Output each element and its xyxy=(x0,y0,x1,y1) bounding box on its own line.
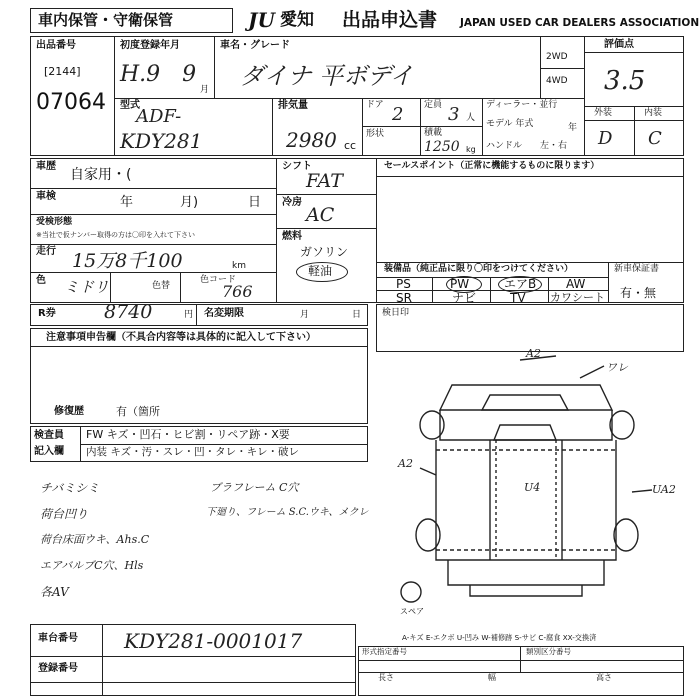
history-value: 自家用・( xyxy=(70,167,132,183)
name-change-day: 日 xyxy=(352,310,362,320)
score-value: 3.5 xyxy=(604,66,646,96)
spec-height: 高さ xyxy=(596,673,612,682)
mileage-label: 走行 xyxy=(36,246,56,257)
inspector-note-7: 各AV xyxy=(40,585,69,599)
r-ticket-box xyxy=(30,301,368,326)
sheet-title: 出品申込書 xyxy=(342,9,438,31)
sales-point-label: セールスポイント（正常に機能するものに限ります） xyxy=(384,161,600,171)
handle-options: 左・右 xyxy=(540,141,568,151)
model-type-label: 型式 xyxy=(120,100,140,111)
name-change-label: 名変期限 xyxy=(204,308,244,319)
spec-length: 長さ xyxy=(378,673,394,682)
r-ticket-value: 8740 xyxy=(104,301,153,323)
capacity-unit: 人 xyxy=(466,113,476,123)
displacement-value: 2980 xyxy=(286,128,337,152)
equip-aw: AW xyxy=(566,277,586,291)
equip-tv: TV xyxy=(510,291,526,305)
diagram-mark-a2-top: A2 xyxy=(526,347,541,360)
spare-label: スペア xyxy=(400,607,424,616)
inspector-note-5: 荷台床面ウキ、Ahs.C xyxy=(40,533,150,546)
equip-sr: SR xyxy=(396,291,412,305)
capacity-label: 定員 xyxy=(424,100,443,110)
equip-airbag: エアB xyxy=(504,277,537,291)
org-name: 愛知 xyxy=(280,10,314,30)
model-year-unit: 年 xyxy=(568,123,578,133)
displacement-unit: cc xyxy=(344,139,357,152)
inspection-label: 車検 xyxy=(36,191,56,202)
damage-legend: A-キズ E-エクボ U-凹み W-補修跡 S-サビ C-腐食 XX-交換済 xyxy=(402,633,597,642)
lot-bracket: [2144] xyxy=(44,65,81,78)
fuel-label: 燃料 xyxy=(282,231,302,242)
capacity-value: 3 xyxy=(448,104,460,125)
displacement-label: 排気量 xyxy=(278,100,308,111)
diagram-mark-ua2: UA2 xyxy=(652,483,676,496)
registration-label: 初度登録年月 xyxy=(120,40,180,51)
equip-seat: カワシート xyxy=(550,291,605,304)
shift-value: FAT xyxy=(306,170,343,192)
chassis-label: 車台番号 xyxy=(38,633,78,644)
shift-label: シフト xyxy=(282,161,312,172)
inspector-note-6: エアバルブC穴、Hls xyxy=(40,559,144,572)
r-ticket-unit: 円 xyxy=(184,310,194,320)
inspection-month: 月) xyxy=(180,195,199,210)
r-ticket-label: R券 xyxy=(38,308,56,319)
inspector-row-2: 内装 キズ・汚・スレ・凹・タレ・キレ・破レ xyxy=(86,446,300,458)
load-unit: kg xyxy=(466,145,476,154)
color-value: ミドリ xyxy=(64,278,110,296)
registration-value: H.9 9 xyxy=(120,62,197,87)
ac-value: AC xyxy=(306,204,335,226)
receipt-note: ※当社で仮ナンバー取得の方は〇印を入れて下さい xyxy=(36,231,196,239)
ju-logo: JU xyxy=(248,8,275,32)
equipment-label: 装備品（純正品に限り〇印をつけてください） xyxy=(384,264,574,274)
handle-label: ハンドル xyxy=(486,141,523,151)
score-ext-value: D xyxy=(598,128,613,149)
assoc-name: JAPAN USED CAR DEALERS ASSOCIATION xyxy=(460,17,700,29)
mileage-unit: km xyxy=(232,261,246,271)
storage-title: 車内保管・守衛保管 xyxy=(38,11,174,29)
inspector-note-1: チバミシミ xyxy=(40,481,100,495)
color-change-label: 色替 xyxy=(152,281,171,291)
score-label: 評価点 xyxy=(604,39,634,50)
lot-number: 07064 xyxy=(36,90,106,115)
color-code-value: 766 xyxy=(222,282,253,301)
new-warranty-value: 有・無 xyxy=(620,286,657,300)
load-value: 1250 xyxy=(424,139,460,155)
memo-box xyxy=(376,304,684,352)
equip-ps: PS xyxy=(396,277,411,291)
shape-label: 形状 xyxy=(366,129,385,139)
color-code-label: 色コード xyxy=(200,275,237,285)
inspector-row-1: FW キズ・凹石・ヒビ割・リペア跡・X要 xyxy=(86,428,290,441)
color-label: 色 xyxy=(36,275,46,286)
dealer-label: ディーラー・並行 xyxy=(486,100,558,110)
inspector-label-2: 記入欄 xyxy=(34,446,64,457)
diagram-mark-a2-left: A2 xyxy=(398,457,413,470)
score-int-value: C xyxy=(648,128,662,149)
repair-value: 有（箇所 xyxy=(116,405,160,418)
diagram-mark-u4: U4 xyxy=(524,481,541,494)
model-type-line2: KDY281 xyxy=(120,129,203,153)
equip-pw: PW xyxy=(450,277,470,291)
inspection-day: 日 xyxy=(248,195,262,210)
diagram-mark-crack: ワレ xyxy=(606,361,628,374)
receipt-label: 受検形態 xyxy=(36,217,73,227)
model-name-label: 車名・グレード xyxy=(220,40,290,51)
spec-cert-type: 形式指定番号 xyxy=(362,647,407,656)
ac-label: 冷房 xyxy=(282,197,302,208)
chassis-value: KDY281-0001017 xyxy=(124,629,303,653)
score-ext-label: 外装 xyxy=(594,108,613,118)
drive-4wd: 4WD xyxy=(546,76,568,86)
doors-value: 2 xyxy=(392,104,404,125)
mileage-value: 15万8千100 xyxy=(72,250,183,272)
inspector-note-3: 荷台凹り xyxy=(40,507,89,521)
equip-navi: ナビ xyxy=(452,291,477,305)
model-type-line1: ADF- xyxy=(136,106,182,127)
registration-month-unit: 月 xyxy=(200,85,210,95)
memo-label: 検日印 xyxy=(382,308,410,318)
fuel-diesel: 軽油 xyxy=(308,264,333,278)
spec-class-no: 類別区分番号 xyxy=(526,647,571,656)
model-name-value: ダイナ 平ボデイ xyxy=(240,62,414,90)
inspector-note-2: ブラフレーム C穴 xyxy=(210,481,299,494)
score-int-label: 内装 xyxy=(644,108,663,118)
notes-label: 注意事項申告欄（不具合内容等は具体的に記入して下さい） xyxy=(46,332,316,343)
drive-2wd: 2WD xyxy=(546,52,568,62)
doors-label: ドア xyxy=(366,100,384,110)
inspector-label-1: 検査員 xyxy=(34,430,64,441)
repair-label: 修復歴 xyxy=(54,406,84,417)
inspector-note-4: 下廻り、フレーム S.C.ウキ、メクレ xyxy=(206,507,369,518)
new-warranty-label: 新車保証書 xyxy=(614,264,660,274)
regno-label: 登録番号 xyxy=(38,663,78,674)
model-year-label: モデル 年式 xyxy=(486,119,534,129)
fuel-gasoline: ガソリン xyxy=(300,245,349,259)
name-change-month: 月 xyxy=(300,310,310,320)
history-label: 車歴 xyxy=(36,161,56,172)
load-label: 積載 xyxy=(424,128,443,138)
spec-width: 幅 xyxy=(488,673,496,682)
inspection-year: 年 xyxy=(120,195,134,210)
lot-label: 出品番号 xyxy=(36,40,76,51)
